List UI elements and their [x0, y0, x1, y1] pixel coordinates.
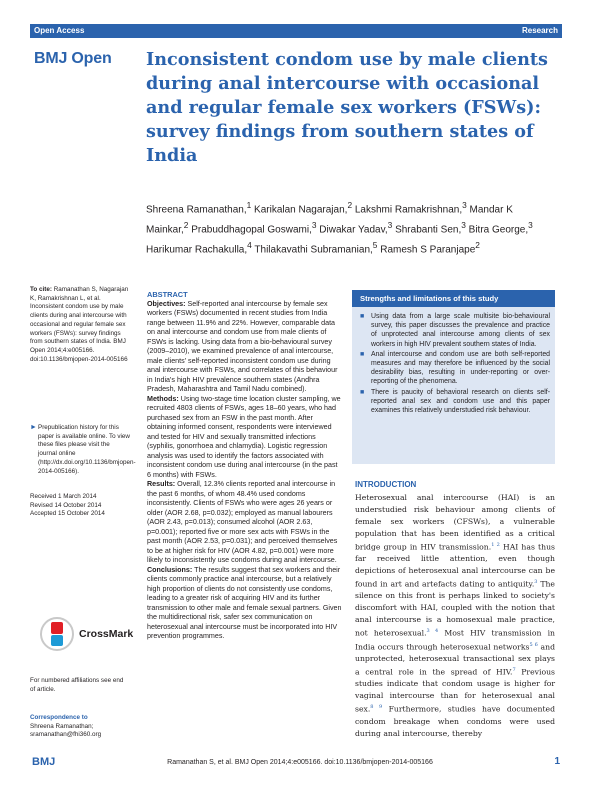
arrow-right-icon: ►	[30, 424, 37, 431]
correspondence-heading: Correspondence to	[30, 714, 88, 721]
open-access-label: Open Access	[34, 26, 85, 35]
strengths-heading: Strengths and limitations of this study	[352, 290, 555, 307]
author-list: Shreena Ramanathan,$^1$ Karikalan Nagarajan,$^2$ Lakshmi Ramakrishnan,$^3$ Mandar K Mainkar,$^2$ Prabuddhagopal Goswami,$^3$ Diwakar Yadav,$^3$ Shrabanti Sen,$^3$ Bitra George,$^3$ Harikumar Rachakulla,$^4$ Thilakavathi Subramanian,$^5$ Ramesh S Paranjape$^2$	[146, 200, 533, 255]
list-item: ■ There is paucity of behavioral research on clients self-reported anal sex and condom use and this paper examines this relatively understudied risk behaviour.	[360, 388, 550, 415]
prepublication-text[interactable]: Prepublication history for this paper is available online. To view these files please visit the journal online (http://dx.doi.org/10.1136/bmjopen-2014-005166).	[38, 424, 136, 475]
affiliations-note: For numbered affiliations see end of article.	[30, 677, 124, 693]
article-title: Inconsistent condom use by male clients during anal intercourse with occasional and regular female sex workers (FSWs): survey findings from southern states of India	[146, 49, 548, 166]
footer-citation: Ramanathan S, et al. BMJ Open 2014;4:e005166. doi:10.1136/bmjopen-2014-005166	[167, 759, 433, 766]
received-date: Received 1 March 2014	[30, 493, 97, 500]
introduction-body: Heterosexual anal intercourse (HAI) is an understudied risk behaviour among clients of female sex workers (CFSWs), a vulnerable population that has been identified as a critical bridge group in HIV transmission.$^{1 2}$ HAI has thus far received little attention, even though depictions of heterosexual anal intercourse can be found in art and artefacts dating to antiquity.$^3$ The silence on this front is perhaps linked to society's discomfort with HAI, coupled with the notion that anal intercourse is a homosexual male practice, not heterosexual.$^{3 4}$ Most HIV transmission in India occurs through heterosexual networks$^{5 6}$ and unprotected, heterosexual transactional sex plays a central role in the spread of HIV.$^7$ Previous studies indicate that condom usage is higher for vaginal intercourse than for heterosexual anal sex.$^{8 9}$ Furthermore, studies have documented condom breakage when condoms were used during anal intercourse, thereby	[355, 493, 556, 738]
article-dates	[30, 493, 130, 519]
introduction-heading: INTRODUCTION	[355, 480, 417, 489]
revised-date: Revised 14 October 2014	[30, 501, 102, 509]
correspondence-name: Shreena Ramanathan;	[30, 722, 94, 730]
abstract-methods: Methods: Using two-stage time location cluster sampling, we recruited 4803 clients of FSWs, ages 18–60 years, who had purchased sex from an FSW in the past month. After obtaining informed consent, respondents were interviewed and tested for HIV and sexually transmitted infections (syphilis, gonorrhoea and chlamydia). Logistic regression analysis was used to identify the factors associated with inconsistent condom use during anal intercourse (in the past 6 months) with FSWs.	[147, 394, 341, 479]
to-cite-text: Ramanathan S, Nagarajan K, Ramakrishnan L, et al. Inconsistent condom use by male clients during anal intercourse with occasional and regular female sex workers (FSWs): survey findings from southern states of India. BMJ Open 2014;4:e005166. doi:10.1136/bmjopen-2014-005166	[30, 286, 129, 363]
strengths-limitations-box	[352, 290, 555, 464]
crossmark-label: CrossMark	[79, 628, 134, 640]
to-cite-label: To cite:	[30, 286, 52, 293]
prepublication-note	[30, 424, 136, 476]
journal-logo: BMJ Open	[34, 50, 112, 67]
accepted-date: Accepted 15 October 2014	[30, 510, 105, 518]
correspondence-block	[30, 714, 130, 740]
page-footer	[30, 756, 562, 770]
abstract	[147, 290, 342, 642]
abstract-objectives: Objectives: Self-reported anal intercourse by female sex workers (FSWs) documented in recent studies from India range between 11.9% and 22%. However, comparable data on anal intercourse and condom use from male clients of FSWs is lacking. Using data from a bio-behavioural survey (2009–2010), we examined prevalence of anal intercourse, male clients' self-reported inconsistent condom use during anal intercourse with FSWs, and correlates of this behaviour in India's high HIV prevalence southern states (Andhra Pradesh, Maharashtra and Tamil Nadu combined).	[147, 299, 338, 393]
abstract-results: Results: Overall, 12.3% clients reported anal intercourse in the past 6 months, of whom 48.4% used condoms inconsistently. Clients of FSWs who were ages 26 years or older (AOR 2.68, p=0.032); employed as manual labourers (AOR 2.43, p=0.013); consumed alcohol (AOR 2.63, p=0.001); reported five or more sex acts with FSWs in the past month (AOR 2.53, p=0.031); and perceived themselves to be at higher risk for HIV (AOR 4.82, p=0.001) were more likely to inconsistently use condoms during anal intercourse.	[147, 480, 338, 564]
square-bullet-icon: ■	[360, 313, 365, 320]
abstract-conclusions: Conclusions: The results suggest that sex workers and their clients commonly practice anal intercourse, but a relatively high proportion of clients do not consistently use condoms, leading to a greater risk of acquiring HIV and its further transmission to other male and female sexual partners. Given the multidirectional risk, safer sex communication on heterosexual anal intercourse must be incorporated into HIV prevention programmes.	[147, 565, 342, 640]
square-bullet-icon: ■	[360, 388, 365, 396]
crossmark-icon	[40, 617, 74, 651]
square-bullet-icon: ■	[360, 350, 365, 358]
crossmark-badge[interactable]	[40, 615, 135, 655]
correspondence-email[interactable]: sramanathan@fhi360.org	[30, 731, 102, 739]
page-number: 1	[554, 756, 560, 767]
list-item: ■ Anal intercourse and condom use are both self-reported measures and may therefore be influenced by the social desirability bias, resulting in under-reporting or over-reporting of the phenomena.	[360, 350, 550, 386]
section-label: Research	[521, 26, 558, 35]
abstract-heading: ABSTRACT	[147, 290, 188, 299]
top-banner	[30, 24, 562, 38]
to-cite-block	[30, 286, 130, 364]
list-item: ■ Using data from a large scale multisite bio-behavioural survey, this paper discusses the prevalence and practice of unprotected anal intercourse among clients of sex workers in high HIV prevalent southern states of India.	[360, 313, 550, 348]
strengths-list	[360, 312, 550, 416]
bmj-logo: BMJ	[32, 756, 56, 768]
